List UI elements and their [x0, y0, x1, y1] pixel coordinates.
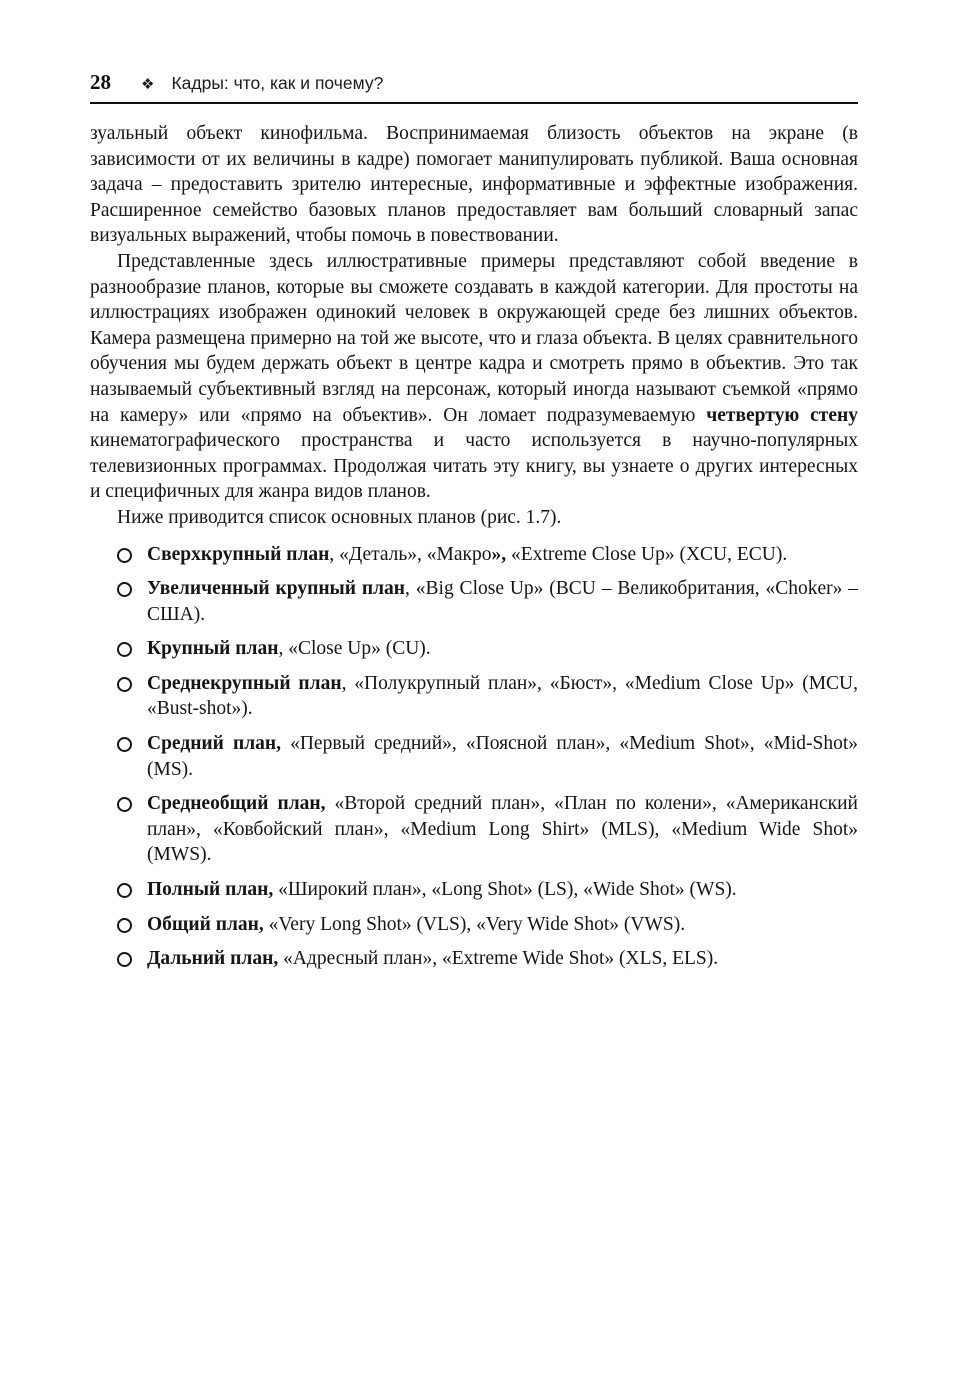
bold-text-run: Дальний план, [147, 948, 279, 970]
text-run: , «Деталь», «Макро [329, 543, 492, 565]
text-run: «Extreme Close Up» (XCU, ECU). [506, 543, 788, 565]
list-item [90, 542, 858, 568]
list-item [90, 576, 858, 627]
text-run: Ниже приводится список основных планов (рис. 1.7). [117, 506, 562, 528]
text-run: «Very Long Shot» (VLS), «Very Wide Shot» (VWS). [263, 913, 686, 935]
chapter-title: Кадры: что, как и почему? [171, 73, 384, 93]
bold-text-run: Сверхкрупный план [147, 543, 330, 565]
open-circle-bullet-icon [117, 548, 132, 563]
open-circle-bullet-icon [117, 677, 132, 692]
bold-text-run: Среднекрупный план [147, 672, 342, 694]
bold-text-run: Средний план, [147, 733, 282, 755]
list-item [90, 946, 858, 972]
open-circle-bullet-icon [117, 582, 132, 597]
bold-text-run: Крупный план [147, 638, 279, 660]
running-head [90, 70, 858, 95]
bold-text-run: Увеличенный крупный план [147, 578, 406, 600]
text-run: кинематографического пространства и часто используется в научно-популярных телевизионных программах. Продолжая читать эту книгу, вы узнаете о других интересных и специфичных для жанра видов планов. [90, 430, 858, 503]
page-content [90, 70, 858, 981]
open-circle-bullet-icon [117, 883, 132, 898]
header-rule [90, 102, 858, 104]
bold-text-run: », [491, 543, 507, 565]
list-item [90, 671, 858, 722]
list-item [90, 636, 858, 662]
paragraph [90, 249, 858, 505]
open-circle-bullet-icon [117, 952, 132, 967]
list-item [90, 912, 858, 938]
text-run: , «Close Up» (CU). [278, 638, 431, 660]
text-run: Представленные здесь иллюстративные примеры представляют собой введение в разнообразие планов, которые вы сможете создавать в каждой категории. Для простоты на иллюстрациях изображен одинокий человек в окружающей среде без лишних объектов. Камера размещена примерно на той же высоте, что и глаза объекта. В целях сравнительного обучения мы будем держать объект в центре кадра и смотреть прямо в объектив. Это так называемый субъективный взгляд на персонаж, который иногда называют съемкой «прямо на камеру» или «прямо на объектив». Он ломает подразумеваемую [90, 250, 858, 426]
text-run: «Адресный план», «Extreme Wide Shot» (XLS, ELS). [278, 948, 719, 970]
body-text [90, 121, 858, 972]
paragraph [90, 121, 858, 249]
list-item [90, 731, 858, 782]
text-run: «Второй средний план», «План по колени», «Американский план», «Ковбойский план», «Medium Long Shirt» (MLS), «Medium Wide Shot» (MWS). [147, 793, 858, 866]
list-item [90, 877, 858, 903]
text-run: , «Полукрупный план», «Бюст», «Medium Close Up» (MCU, «Bust-shot»). [147, 672, 858, 720]
bold-text-run: Полный план, [147, 879, 274, 901]
text-run: зуальный объект кинофильма. Воспринимаемая близость объектов на экране (в зависимости от их величины в кадре) помогает манипулировать публикой. Ваша основная задача – предоставить зрителю интересные, информативные и эффектные изображения. Расширенное семейство базовых планов предоставляет вам больший словарный запас визуальных выражений, чтобы помочь в повествовании. [90, 123, 858, 247]
open-circle-bullet-icon [117, 737, 132, 752]
text-run: «Первый средний», «Поясной план», «Medium Shot», «Mid-Shot» (MS). [147, 733, 858, 780]
shot-types-list [90, 542, 858, 972]
paragraph [90, 505, 858, 531]
page-number: 28 [90, 70, 111, 94]
bold-text-run: Среднеобщий план, [147, 793, 326, 815]
bold-text-run: Общий план, [147, 913, 264, 935]
open-circle-bullet-icon [117, 797, 132, 812]
bold-text-run: четвертую стену [706, 404, 858, 426]
text-run: , «Big Close Up» (BCU – Великобритания, «Choker» – США). [147, 578, 859, 625]
open-circle-bullet-icon [117, 642, 132, 657]
text-run: «Широкий план», «Long Shot» (LS), «Wide Shot» (WS). [273, 879, 737, 901]
list-item [90, 791, 858, 868]
open-circle-bullet-icon [117, 918, 132, 933]
diamond-ornament-icon: ❖ [141, 75, 155, 93]
